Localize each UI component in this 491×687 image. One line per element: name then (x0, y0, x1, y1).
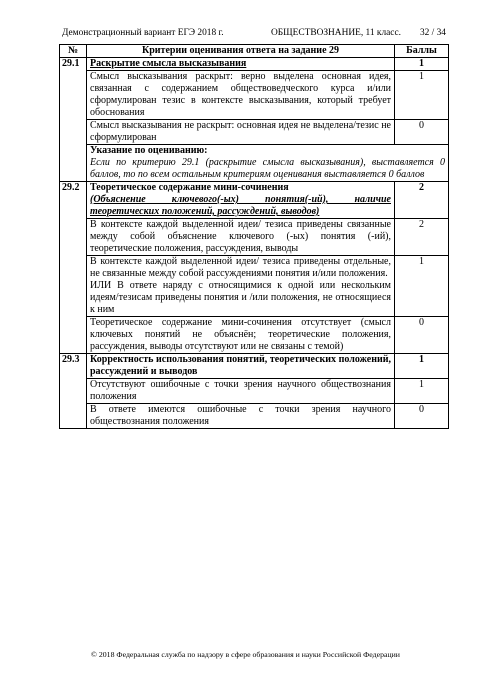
level-description-alt: ИЛИ В ответе наряду с относящимися к одной или нескольким идеям/тезисам приведены понятия и /или положения, не относящиеся к ним (90, 280, 391, 315)
level-description-part: В контексте каждой выделенной идеи/ тезиса приведены отдельные, не связанные между собой рассуждениями понятия и/или положения. (90, 256, 391, 279)
criterion-number: 29.1 (60, 58, 87, 182)
scoring-note-text: Если по критерию 29.1 (раскрытие смысла высказывания), выставляется 0 баллов, то по всем остальным критериям оценивания выставляется 0 баллов (90, 157, 445, 180)
criterion-title: Корректность использования понятий, теоретических положений, рассуждений и выводов (87, 354, 395, 379)
page-header (62, 28, 446, 40)
table-header-row (60, 45, 449, 58)
scoring-note-row (60, 145, 449, 182)
level-row (60, 120, 449, 145)
level-points: 0 (395, 120, 449, 145)
subject-title: ОБЩЕСТВОЗНАНИЕ, 11 класс. (271, 28, 401, 38)
col-points-header: Баллы (395, 45, 449, 58)
col-criteria-header: Критерии оценивания ответа на задание 29 (87, 45, 395, 58)
level-points: 0 (395, 404, 449, 429)
exam-title: Демонстрационный вариант ЕГЭ 2018 г. (62, 28, 224, 38)
criterion-max-points: 2 (395, 182, 449, 219)
criterion-row (60, 182, 449, 219)
level-row (60, 71, 449, 120)
criterion-title-cell (87, 182, 395, 219)
level-points: 0 (395, 317, 449, 354)
criterion-max-points: 1 (395, 58, 449, 71)
level-row (60, 317, 449, 354)
level-description (87, 256, 395, 317)
criterion-row (60, 354, 449, 379)
level-points: 1 (395, 256, 449, 317)
level-description: Теоретическое содержание мини-сочинения отсутствует (смысл ключевых понятий не объяснён; теоретические положения, рассуждения, выводы отсутствуют или не связаны с темой) (87, 317, 395, 354)
level-row (60, 219, 449, 256)
level-description: Смысл высказывания не раскрыт: основная идея не выделена/тезис не сформулирован (87, 120, 395, 145)
criterion-title: Теоретическое содержание мини-сочинения (90, 182, 289, 193)
criterion-number: 29.3 (60, 354, 87, 429)
level-row (60, 256, 449, 317)
col-num-header: № (60, 45, 87, 58)
level-description: Отсутствуют ошибочные с точки зрения научного обществознания положения (87, 379, 395, 404)
scoring-note-title: Указание по оцениванию: (90, 145, 208, 156)
level-points: 1 (395, 379, 449, 404)
level-points: 2 (395, 219, 449, 256)
level-description: Смысл высказывания раскрыт: верно выделена основная идея, связанная с содержанием обществоведческого курса и/или сформулирован тезис в контексте высказывания, который требует обоснования (87, 71, 395, 120)
criterion-number: 29.2 (60, 182, 87, 354)
level-row (60, 404, 449, 429)
level-points: 1 (395, 71, 449, 120)
copyright-footer: © 2018 Федеральная служба по надзору в сфере образования и науки Российской Федерации (91, 650, 400, 659)
scoring-note (87, 145, 449, 182)
criterion-max-points: 1 (395, 354, 449, 379)
criterion-subtitle: (Объяснение ключевого(-ых) понятия(-ий), наличие теоретических положений, рассуждений, выводов) (90, 194, 391, 217)
level-description: В контексте каждой выделенной идеи/ тезиса приведены связанные между собой объяснение ключевого (-ых) понятия (-ий), теоретические положения, рассуждения, выводы (87, 219, 395, 256)
criteria-table (59, 44, 449, 429)
criterion-row (60, 58, 449, 71)
level-row (60, 379, 449, 404)
level-description: В ответе имеются ошибочные с точки зрения научного обществознания положения (87, 404, 395, 429)
page-number: 32 / 34 (419, 28, 446, 38)
criterion-title: Раскрытие смысла высказывания (87, 58, 395, 71)
